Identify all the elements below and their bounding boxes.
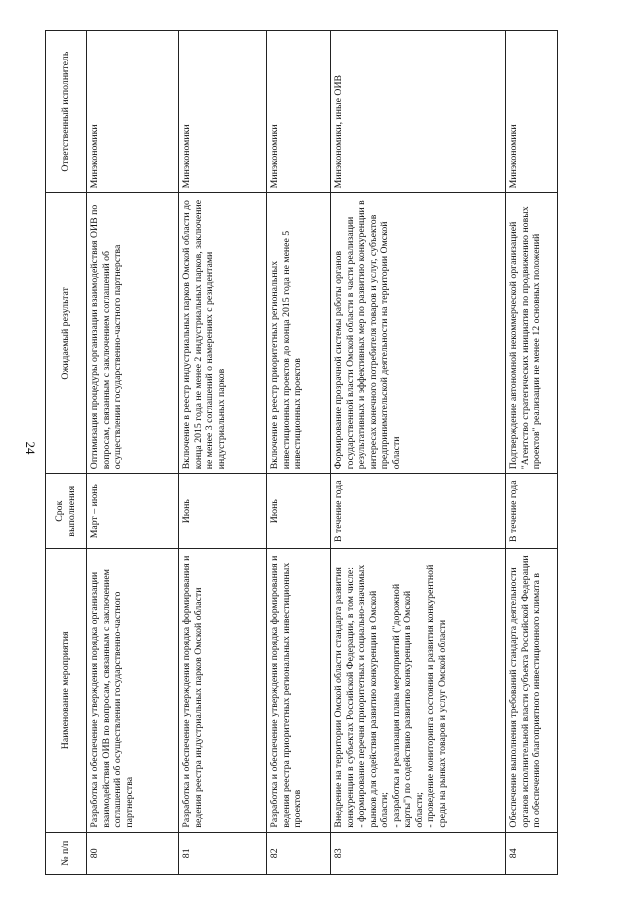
expected-result: Оптимизация процедуры организации взаимодействия ОИВ по вопросам, связанным с заключением соглашений об осуществлении государственно-частного партнерства [87,193,179,474]
row-number: 83 [331,832,506,874]
term: В течение года [331,474,506,549]
measure-name: Разработка и обеспечение утверждения порядка формирования и ведения реестра индустриальных парков Омской области [179,549,267,832]
expected-result: Включение в реестр индустриальных парков Омской области до конца 2015 года не менее 2 индустриальных парков, заключение не менее 3 соглашений о намерениях с резидентами индустриальных парков [179,193,267,474]
responsible: Минэкономики [506,31,558,193]
table-row [506,31,558,875]
table-header-row [46,31,87,875]
row-number: 82 [267,832,331,874]
term: Июнь [267,474,331,549]
header-term: Срок выполнения [46,474,87,549]
header-expected-result: Ожидаемый результат [46,193,87,474]
expected-result: Включение в реестр приоритетных региональных инвестиционных проектов до конца 2015 года не менее 5 инвестиционных проектов [267,193,331,474]
table-row [87,31,179,875]
row-number: 84 [506,832,558,874]
measure-name: Разработка и обеспечение утверждения порядка формирования и ведения реестра приоритетных региональных инвестиционных проектов [267,549,331,832]
table-row [267,31,331,875]
table-row [179,31,267,875]
rotated-table-container [45,30,595,875]
responsible: Минэкономики [179,31,267,193]
header-number: № п/п [46,832,87,874]
measure-name: Разработка и обеспечение утверждения порядка организации взаимодействия ОИВ по вопросам, связанным с заключением соглашений об осуществлении государственно-частного партнерства [87,549,179,832]
term: Июнь [179,474,267,549]
header-responsible: Ответственный исполнитель [46,31,87,193]
measure-name: Внедрение на территории Омской области стандарта развития конкуренции в субъектах Российской Федерации, в том числе: - формирование перечня приоритетных и социально-значимых рынков для содействия развитию конкуренции в Омской области; - разработка и реализация плана мероприятий ("дорожной карты") по содействию развитию конкуренции в Омской области; - проведение мониторинга состояния и развития конкурентной среды на рынках товаров и услуг Омской области [331,549,506,832]
header-measure-name: Наименование мероприятия [46,549,87,832]
responsible: Минэкономики [267,31,331,193]
table-row [331,31,506,875]
responsible: Минэкономики [87,31,179,193]
row-number: 81 [179,832,267,874]
term: Март – июнь [87,474,179,549]
row-number: 80 [87,832,179,874]
measure-name: Обеспечение выполнения требований стандарта деятельности органов исполнительной власти субъекта Российской Федерации по обеспечению благоприятного инвестиционного климата в [506,549,558,832]
term: В течение года [506,474,558,549]
measures-table [45,30,558,875]
page-number: 24 [23,441,38,455]
expected-result: Подтверждение автономной некоммерческой организацией "Агентство стратегических инициатив по продвижению новых проектов" реализации не менее 12 основных положений [506,193,558,474]
expected-result: Формирование прозрачной системы работы органов государственной власти Омской области в части реализации результативных и эффективных мер по развитию конкуренции в интересах конечного потребителя товаров и услуг, субъектов предпринимательской деятельности на территории Омской области [331,193,506,474]
responsible: Минэкономики, иные ОИВ [331,31,506,193]
